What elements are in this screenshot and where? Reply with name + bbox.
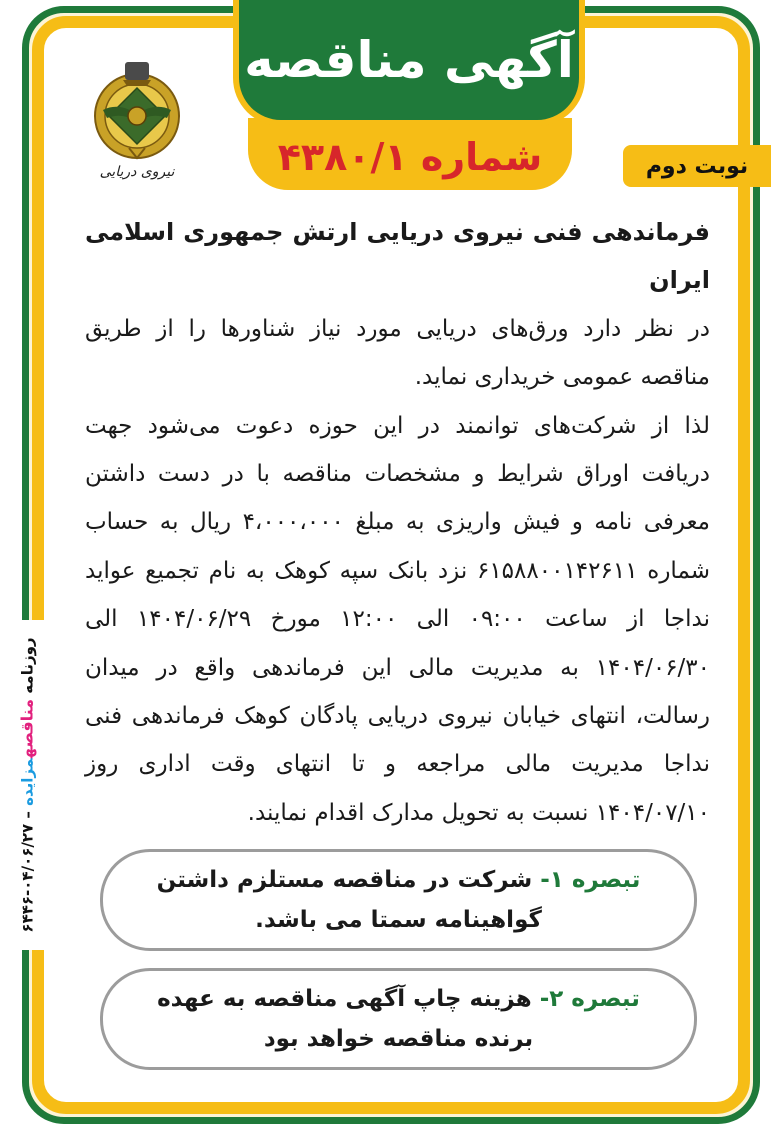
newspaper-credit xyxy=(18,625,37,945)
note-1-label: تبصره ۱- xyxy=(540,867,641,893)
announcement-paragraph-1: در نظر دارد ورق‌های دریایی مورد نیاز شناورها را از طریق مناقصه عمومی خریداری نماید. xyxy=(85,315,710,391)
note-2-label: تبصره ۲- xyxy=(539,986,640,1012)
announcement-body xyxy=(85,208,710,837)
round-text: نوبت دوم xyxy=(645,153,749,179)
note-box-1 xyxy=(100,849,697,951)
title-banner xyxy=(233,0,585,126)
page-title: آگهی مناقصه xyxy=(244,31,574,89)
note-box-2 xyxy=(100,968,697,1070)
announcement-headline: فرماندهی فنی نیروی دریایی ارتش جمهوری اسلامی ایران xyxy=(85,218,710,295)
credit-brand-a: مناقصه xyxy=(17,698,37,759)
number-banner xyxy=(248,118,572,190)
note-1-content xyxy=(143,860,654,940)
note-2-content xyxy=(143,979,654,1059)
tender-number: شماره ۴۳۸۰/۱ xyxy=(277,135,543,179)
round-badge xyxy=(623,145,771,187)
note-2-text: هزینه چاپ آگهی مناقصه به عهده برنده مناقصه خواهد بود xyxy=(157,986,534,1052)
navy-emblem xyxy=(82,58,192,198)
credit-brand-b: مزایده xyxy=(18,758,37,806)
note-1-text: شرکت در مناقصه مستلزم داشتن گواهینامه سمتا می باشد. xyxy=(156,867,542,933)
credit-code: – ۰۴/۰۶/۲۷-۶۴۴۶ xyxy=(18,811,37,933)
emblem-icon xyxy=(89,58,185,162)
credit-prefix: روزنامه xyxy=(18,637,37,694)
emblem-caption: نیروی دریایی xyxy=(99,164,175,180)
announcement-paragraph-2: لذا از شرکت‌های توانمند در این حوزه دعوت می‌شود جهت دریافت اوراق شرایط و مشخصات مناقصه با در دست داشتن معرفی نامه و فیش واریزی به مبلغ ۴،۰۰۰،۰۰۰ ریال به حساب شماره ۶۱۵۸۸۰۰۱۴۲۶۱۱ نزد بانک سپه کوهک به نام تجمیع عواید نداجا از ساعت ۰۹:۰۰ الی ۱۲:۰۰ مورخ ۱۴۰۴/۰۶/۲۹ الی ۱۴۰۴/۰۶/۳۰ به مدیریت مالی این فرماندهی واقع در میدان رسالت، انتهای خیابان نیروی دریایی پادگان کوهک فرماندهی فنی نداجا مدیریت مالی مراجعه و تا انتهای وقت اداری روز ۱۴۰۴/۰۷/۱۰ نسبت به تحویل مدارک اقدام نمایند. xyxy=(85,412,711,826)
